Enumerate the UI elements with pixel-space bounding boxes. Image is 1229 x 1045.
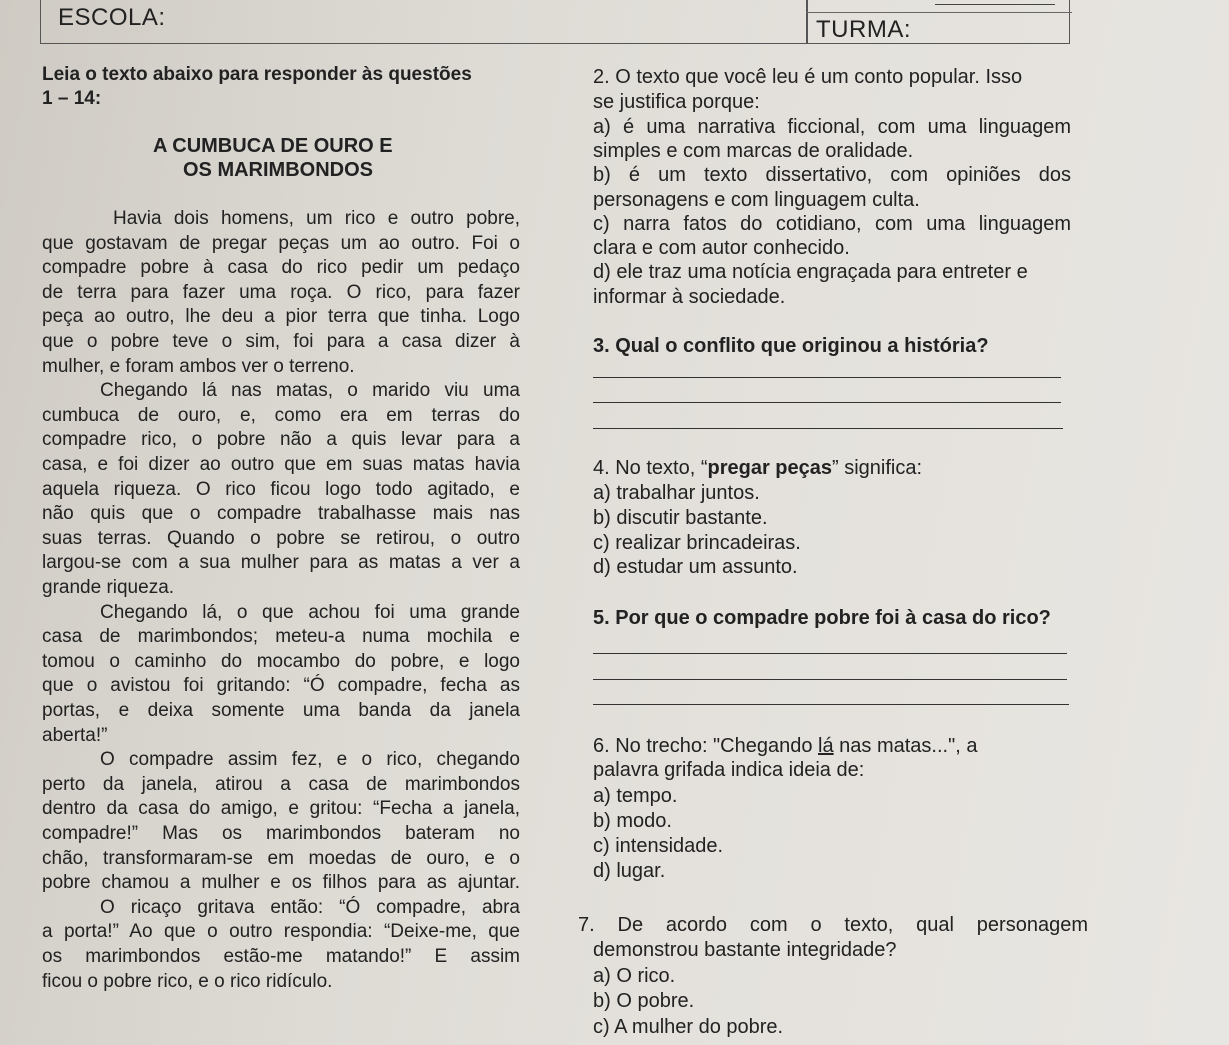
option-a: a) é uma narrativa ficcional, com uma linguagem bbox=[593, 116, 1071, 138]
story-line: suas terras. Quando o pobre se retirou, o outro bbox=[42, 528, 520, 549]
school-label: ESCOLA: bbox=[58, 4, 166, 31]
header-rule bbox=[806, 12, 1072, 13]
story-line: Chegando lá, o que achou foi uma grande bbox=[100, 602, 520, 623]
story-line: pobre chamou a mulher e os filhos para as ajuntar. bbox=[42, 872, 520, 893]
story-line: aberta!” bbox=[42, 725, 108, 746]
story-line: casa de marimbondos; meteu-a numa mochila e bbox=[42, 626, 520, 647]
story-line: casa, e foi dizer ao outro que em suas matas havia bbox=[42, 454, 520, 475]
option-a: a) tempo. bbox=[593, 785, 678, 807]
option-b-cont: personagens e com linguagem culta. bbox=[593, 189, 920, 211]
date-blank-line bbox=[935, 4, 1055, 6]
story-line: compadre!” Mas os marimbondos bateram no bbox=[42, 823, 520, 844]
question-7: 7. De acordo com o texto, qual personagem bbox=[578, 914, 1088, 936]
question-6-prefix: 6. No trecho: "Chegando bbox=[593, 735, 819, 757]
question-4-term: pregar peças bbox=[707, 457, 833, 479]
option-b: b) é um texto dissertativo, com opiniões dos bbox=[593, 164, 1071, 186]
answer-line bbox=[593, 704, 1069, 705]
option-c: c) intensidade. bbox=[593, 835, 724, 857]
question-6-start bbox=[593, 734, 977, 758]
option-d: d) estudar um assunto. bbox=[593, 556, 798, 578]
answer-line bbox=[593, 402, 1061, 403]
story-line: de terra para fazer uma roça. O rico, para fazer bbox=[42, 282, 520, 303]
option-d: d) ele traz uma notícia engraçada para entreter e bbox=[593, 261, 1028, 283]
story-line: que o avistou foi gritando: “Ó compadre, fecha as bbox=[42, 675, 520, 696]
story-line: O ricaço gritava então: “Ó compadre, abra bbox=[100, 897, 520, 918]
option-b: b) modo. bbox=[593, 810, 672, 832]
story-line: Havia dois homens, um rico e outro pobre, bbox=[113, 208, 520, 229]
option-c: c) narra fatos do cotidiano, com uma linguagem bbox=[593, 213, 1071, 235]
story-line: O compadre assim fez, e o rico, chegando bbox=[100, 749, 520, 770]
story-line: grande riqueza. bbox=[42, 577, 175, 598]
story-line: os marimbondos estão-me matando!” E assim bbox=[42, 946, 520, 967]
story-line: dentro da casa do amigo, e gritou: “Fecha a janela, bbox=[42, 798, 520, 819]
story-line: tomou o caminho do mocambo do pobre, e logo bbox=[42, 651, 520, 672]
story-line: peça ao outro, lhe deu a pior terra que tinha. Logo bbox=[42, 306, 520, 327]
story-line: compadre pobre à casa do rico pedir um pedaço bbox=[42, 257, 520, 278]
story-line: a porta!” Ao que o outro respondia: “Deixe-me, que bbox=[42, 921, 520, 942]
story-line: portas, e deixa somente uma banda da janela bbox=[42, 700, 520, 721]
question-4-prefix: 4. No texto, “ bbox=[593, 457, 708, 479]
story-line: largou-se com a sua mulher para as matas a ver a bbox=[42, 552, 520, 573]
question-2: 2. O texto que você leu é um conto popular. Isso bbox=[593, 66, 1023, 88]
answer-line bbox=[593, 679, 1067, 680]
header-divider bbox=[806, 0, 808, 44]
story-line: Chegando lá nas matas, o marido viu uma bbox=[100, 380, 520, 401]
question-2-cont: se justifica porque: bbox=[593, 91, 760, 113]
option-b: b) O pobre. bbox=[593, 990, 695, 1012]
option-c-cont: clara e com autor conhecido. bbox=[593, 237, 850, 259]
story-line: não quis que o compadre trabalhasse mais nas bbox=[42, 503, 520, 524]
instruction-line: 1 – 14: bbox=[42, 88, 102, 109]
option-c: c) A mulher do pobre. bbox=[593, 1016, 784, 1038]
question-3: 3. Qual o conflito que originou a história? bbox=[593, 335, 989, 357]
story-line: compadre rico, o pobre não a quis levar para a bbox=[42, 429, 520, 450]
answer-line bbox=[593, 653, 1067, 654]
story-line: chão, transformaram-se em moedas de ouro, e o bbox=[42, 848, 520, 869]
option-c: c) realizar brincadeiras. bbox=[593, 532, 801, 554]
header-box bbox=[40, 0, 1070, 44]
question-4-suffix: ” significa: bbox=[832, 457, 923, 479]
option-a-cont: simples e com marcas de oralidade. bbox=[593, 140, 914, 162]
story-line: que gostavam de pregar peças um ao outro. Foi o bbox=[42, 233, 520, 254]
option-d-cont: informar à sociedade. bbox=[593, 286, 786, 308]
question-5: 5. Por que o compadre pobre foi à casa do rico? bbox=[593, 607, 1051, 629]
option-d: d) lugar. bbox=[593, 860, 666, 882]
question-4 bbox=[593, 456, 922, 480]
story-title: OS MARIMBONDOS bbox=[183, 159, 373, 181]
story-line: ficou o pobre rico, e o rico ridículo. bbox=[42, 971, 333, 992]
question-6-cont: palavra grifada indica ideia de: bbox=[593, 759, 865, 781]
story-title: A CUMBUCA DE OURO E bbox=[153, 135, 393, 157]
option-b: b) discutir bastante. bbox=[593, 507, 768, 529]
story-line: aquela riqueza. O rico ficou logo todo agitado, e bbox=[42, 479, 520, 500]
story-line: que o pobre teve o sim, foi para a casa dizer à bbox=[42, 331, 520, 352]
class-label: TURMA: bbox=[816, 16, 911, 43]
answer-line bbox=[593, 428, 1063, 429]
question-6 bbox=[593, 734, 1079, 758]
underlined-word: lá bbox=[818, 735, 834, 757]
answer-line bbox=[593, 377, 1061, 378]
story-line: perto da janela, atirou a casa de marimbondos bbox=[42, 774, 520, 795]
instruction-line: Leia o texto abaixo para responder às questões bbox=[42, 64, 472, 85]
option-a: a) O rico. bbox=[593, 965, 676, 987]
question-7-cont: demonstrou bastante integridade? bbox=[593, 939, 897, 961]
story-line: mulher, e foram ambos ver o terreno. bbox=[42, 356, 355, 377]
story-line: cumbuca de ouro, e, como era em terras do bbox=[42, 405, 520, 426]
option-a: a) trabalhar juntos. bbox=[593, 482, 760, 504]
question-6-suffix: nas matas...", a bbox=[833, 735, 978, 757]
